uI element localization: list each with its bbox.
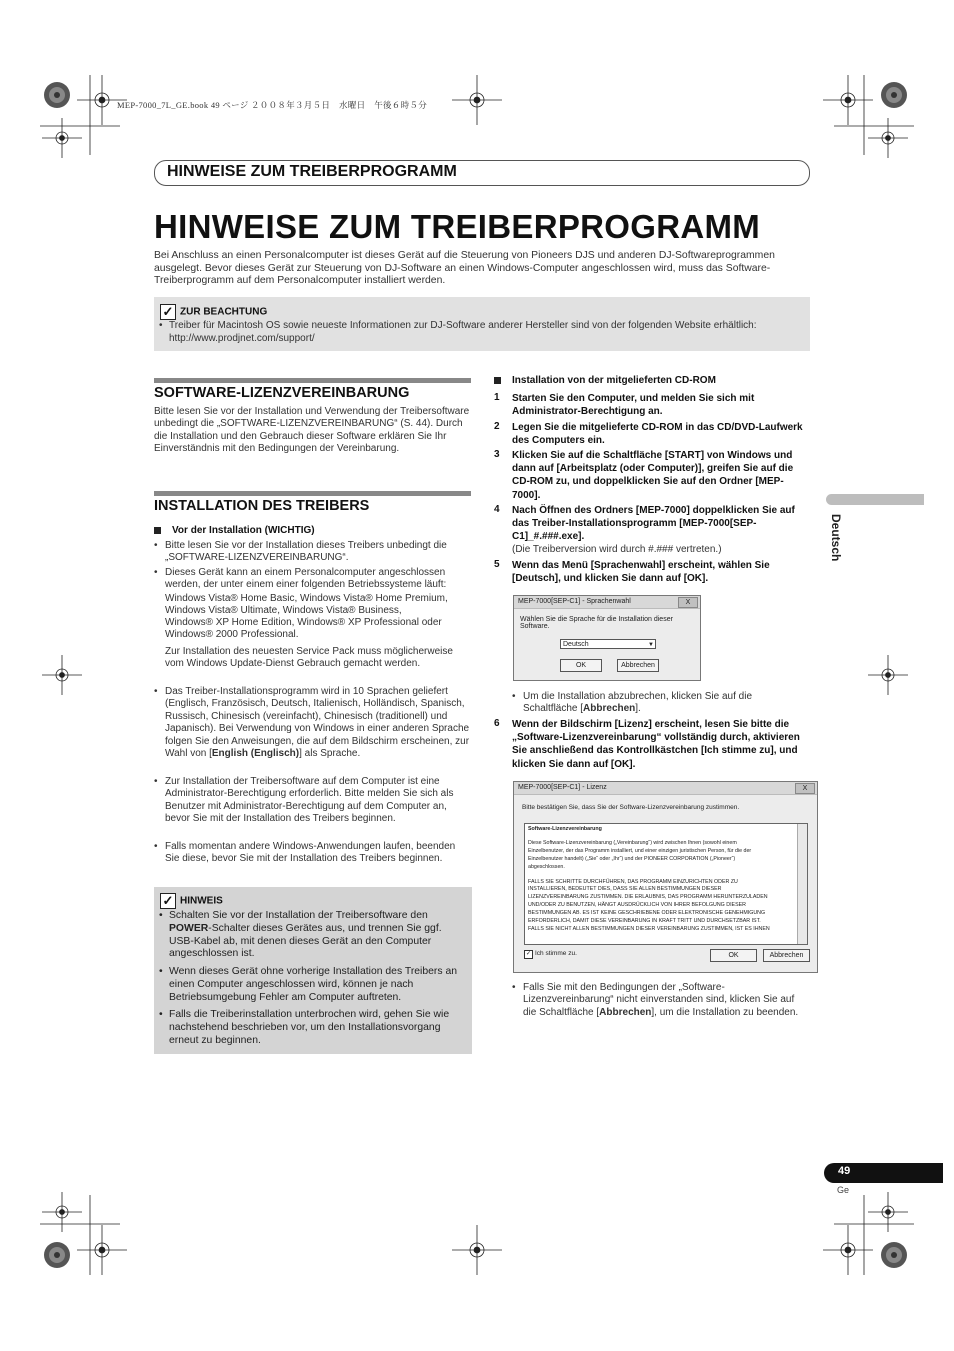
page-language-code: Ge (837, 1185, 850, 1195)
ok-button[interactable]: OK (710, 949, 757, 962)
dialog-prompt: Bitte bestätigen Sie, dass Sie der Software-Lizenzvereinbarung zustimmen. (522, 804, 740, 811)
step-5: Wenn das Menü [Sprachenwahl] erscheint, wählen Sie [Deutsch], und klicken Sie dann auf [OK]. (512, 560, 770, 585)
checkmark-icon: ✓ (160, 893, 176, 909)
step-1: Starten Sie den Computer, und melden Sie sich mit Administrator-Berechtigung an. (512, 393, 755, 418)
list-item: • Falls Sie mit den Bedingungen der „Software-Lizenzvereinbarung“ nicht einverstanden sind, klicken Sie auf die Schaltfläche [Abbrechen], um die Installation zu beenden. (523, 982, 805, 1019)
checkmark-icon: ✓ (160, 304, 176, 320)
dialog-titlebar: MEP-7000[SEP-C1] - Lizenz X (514, 782, 817, 795)
license-text: Bitte lesen Sie vor der Installation und Verwendung der Treibersoftware unbedingt die „SOFTWARE-LIZENZVEREINBARUNG“ (S. 44). Durch die Installation und den Gebrauch dieser Software erklären Sie Ihr Einverständnis mit den Bedingungen der Vereinbarung. (154, 406, 470, 455)
step-2: Legen Sie die mitgelieferte CD-ROM in das CD/DVD-Laufwerk des Computers ein. (512, 422, 803, 447)
cd-heading: Installation von der mitgelieferten CD-ROM (512, 375, 716, 386)
section-rule (154, 378, 471, 383)
close-icon[interactable]: X (795, 783, 815, 794)
file-header: MEP-7000_7L_GE.book 49 ページ ２００８年３月５日 水曜日 午後６時５分 (117, 100, 428, 110)
os-list: Windows Vista® Home Basic, Windows Vista® Home Premium, Windows Vista® Ultimate, Windows Vista® Business, Windows® XP Home Edition, Windows® XP Professional oder Windows® 2000 Professional. (165, 593, 448, 640)
note-heading: ✓ ZUR BEACHTUNG (160, 304, 267, 320)
cancel-button[interactable]: Abbrechen (617, 659, 659, 672)
step-number: 3 (494, 449, 500, 460)
list-item: • Falls momentan andere Windows-Anwendungen laufen, beenden Sie diese, bevor Sie mit der Installation des Treibers beginnen. (165, 841, 471, 866)
install-heading: INSTALLATION DES TREIBERS (154, 498, 370, 514)
dialog-titlebar: MEP-7000[SEP-C1] - Sprachenwahl X (514, 596, 700, 609)
scrollbar[interactable] (797, 824, 807, 944)
close-icon[interactable]: X (678, 597, 698, 608)
step-number: 1 (494, 392, 500, 403)
step-number: 2 (494, 421, 500, 432)
list-item: • Das Treiber-Installationsprogramm wird in 10 Sprachen geliefert (Englisch, Französisch, Deutsch, Italienisch, Holländisch, Spanisch, Russisch, Chinesisch (vereinfacht), Chinesisch (traditionell) und Japanisch). Bei Verwendung von Windows in einer anderen Sprache folgen Sie den Anweisungen, die auf dem Bildschirm erscheinen, zur Wahl von [English (Englisch)] als Sprache. (165, 686, 471, 760)
intro-text: Bei Anschluss an einen Personalcomputer ist dieses Gerät auf die Steuerung von Pioneers DJS und anderen DJ-Softwareprogrammen ausgelegt. Bevor dieses Gerät zur Steuerung von DJ-Software an einen Windows-Computer angeschlossen wird, muss das Software-Treiberprogramm auf dem Personalcomputer installiert werden. (154, 250, 775, 287)
step-6: Wenn der Bildschirm [Lizenz] erscheint, lesen Sie bitte die „Software-Lizenzvereinbarung“ vollständig durch, aktivieren Sie anschließend das Kontrollkästchen [Ich stimme zu], und klicken Sie dann auf [OK]. (512, 719, 800, 770)
license-dialog (513, 781, 818, 973)
page-number: 49 (838, 1165, 851, 1177)
section-header-bar (154, 160, 810, 186)
step-4-note: (Die Treiberversion wird durch #.### vertreten.) (512, 544, 722, 555)
language-label (828, 514, 848, 574)
step-3: Klicken Sie auf die Schaltfläche [START] von Windows und dann auf [Arbeitsplatz (oder Computer)], greifen Sie auf die CD-ROM zu, und doppelklicken Sie auf den Ordner [MEP-7000]. (512, 450, 794, 501)
svg-text:Deutsch: Deutsch (829, 514, 843, 562)
list-item: • Bitte lesen Sie vor der Installation dieses Treibers unbedingt die „SOFTWARE-LIZENZVEREINBARUNG“. (165, 540, 471, 565)
note-box (154, 297, 810, 351)
section-rule (154, 491, 471, 496)
step-number: 4 (494, 504, 500, 515)
language-select[interactable]: Deutsch ▼ (560, 639, 656, 649)
page-title: HINWEISE ZUM TREIBERPROGRAMM (154, 208, 761, 245)
chevron-down-icon: ▼ (648, 642, 654, 648)
step-4: Nach Öffnen des Ordners [MEP-7000] doppelklicken Sie auf das Treiber-Installationsprogramm [MEP-7000[SEP-C1]_#.###.exe]. (512, 505, 795, 543)
hint-heading: ✓ HINWEIS (160, 893, 223, 909)
agree-checkbox[interactable]: ✓ (525, 951, 532, 957)
hint-box (154, 887, 472, 1054)
list-item: • Dieses Gerät kann an einem Personalcomputer angeschlossen werden, der unter einem einer folgenden Betriebssysteme läuft: (165, 567, 471, 592)
list-item: • Um die Installation abzubrechen, klicken Sie auf die Schaltfläche [Abbrechen]. (523, 691, 793, 716)
cancel-button[interactable]: Abbrechen (763, 949, 810, 962)
note-text: • Treiber für Macintosh OS sowie neueste Informationen zur DJ-Software anderer Hersteller sind von der folgenden Website erhältlich: http://www.prodjnet.com/support/ (159, 320, 757, 344)
step-number: 5 (494, 559, 500, 570)
hint-item: • Schalten Sie vor der Installation der Treibersoftware den POWER-Schalter dieses Gerätes aus, und trennen Sie ggf. USB-Kabel ab, mit denen dieses Gerät an den Computer angeschlossen ist. (169, 910, 467, 961)
hint-item: • Wenn dieses Gerät ohne vorherige Installation des Treibers an einen Computer angeschlossen wird, können je nach Betriebsumgebung Fehler am Computer auftreten. (169, 966, 467, 1004)
license-textbox[interactable]: Software-Lizenzvereinbarung Diese Software-Lizenzvereinbarung („Vereinbarung“) wird zwischen Ihnen (sowohl einem Einzelbenutzer, der das Programm installiert, und einer einzigen juristischen Person, für die der Einzelbenutzer handelt) („Sie“ oder „Ihr“) und der PIONEER CORPORATION („Pioneer“) abgeschlossen. FALLS SIE SCHRITTE DURCHFÜHREN, DAS PROGRAMM EINZURICHTEN ODER ZU INSTALLIEREN, BEDEUTET DIES, DASS SIE ALLEN BESTIMMUNGEN DIESER LIZENZVEREINBARUNG ZUSTIMMEN. DIE ERLAUBNIS, DAS PROGRAMM HERUNTERZULADEN UND/ODER ZU BENUTZEN, HÄNGT AUSDRÜCKLICH VON IHRER BEFOLGUNG DIESER BESTIMMUNGEN AB. ES IST KEINE GESCHRIEBENE ODER ELEKTRONISCHE GENEHMIGUNG ERFORDERLICH, DAMIT DIESE VEREINBARUNG IN KRAFT TRITT UND DURCHSETZBAR IST. FALLS SIE NICHT ALLEN BESTIMMUNGEN DIESER VEREINBARUNG ZUSTIMMEN, IST ES IHNEN (524, 823, 808, 945)
step-number: 6 (494, 718, 500, 729)
dialog-prompt: Wählen Sie die Sprache für die Installation dieser Software. (520, 616, 673, 630)
language-tab (826, 494, 924, 505)
hint-item: • Falls die Treiberinstallation unterbrochen wird, gehen Sie wie nachstehend beschrieben vor, um den Installationsvorgang erneut zu beginnen. (169, 1009, 467, 1047)
list-item: • Zur Installation der Treibersoftware auf dem Computer ist eine Administrator-Berechtigung erforderlich. Bitte melden Sie sich als Benutzer mit Administrator-Berechtigung auf dem Computer an, bevor Sie mit der Installation des Treibers beginnen. (165, 776, 471, 826)
service-pack-note: Zur Installation des neuesten Service Pack muss möglicherweise vom Windows Update-Dienst Gebrauch gemacht werden. (165, 646, 453, 670)
license-heading: SOFTWARE-LIZENZVEREINBARUNG (154, 385, 410, 401)
agree-label: Ich stimme zu. (535, 950, 577, 957)
language-dialog (513, 595, 701, 681)
section-header: HINWEISE ZUM TREIBERPROGRAMM (167, 163, 457, 180)
ok-button[interactable]: OK (560, 659, 602, 672)
install-subheading: Vor der Installation (WICHTIG) (172, 525, 315, 536)
